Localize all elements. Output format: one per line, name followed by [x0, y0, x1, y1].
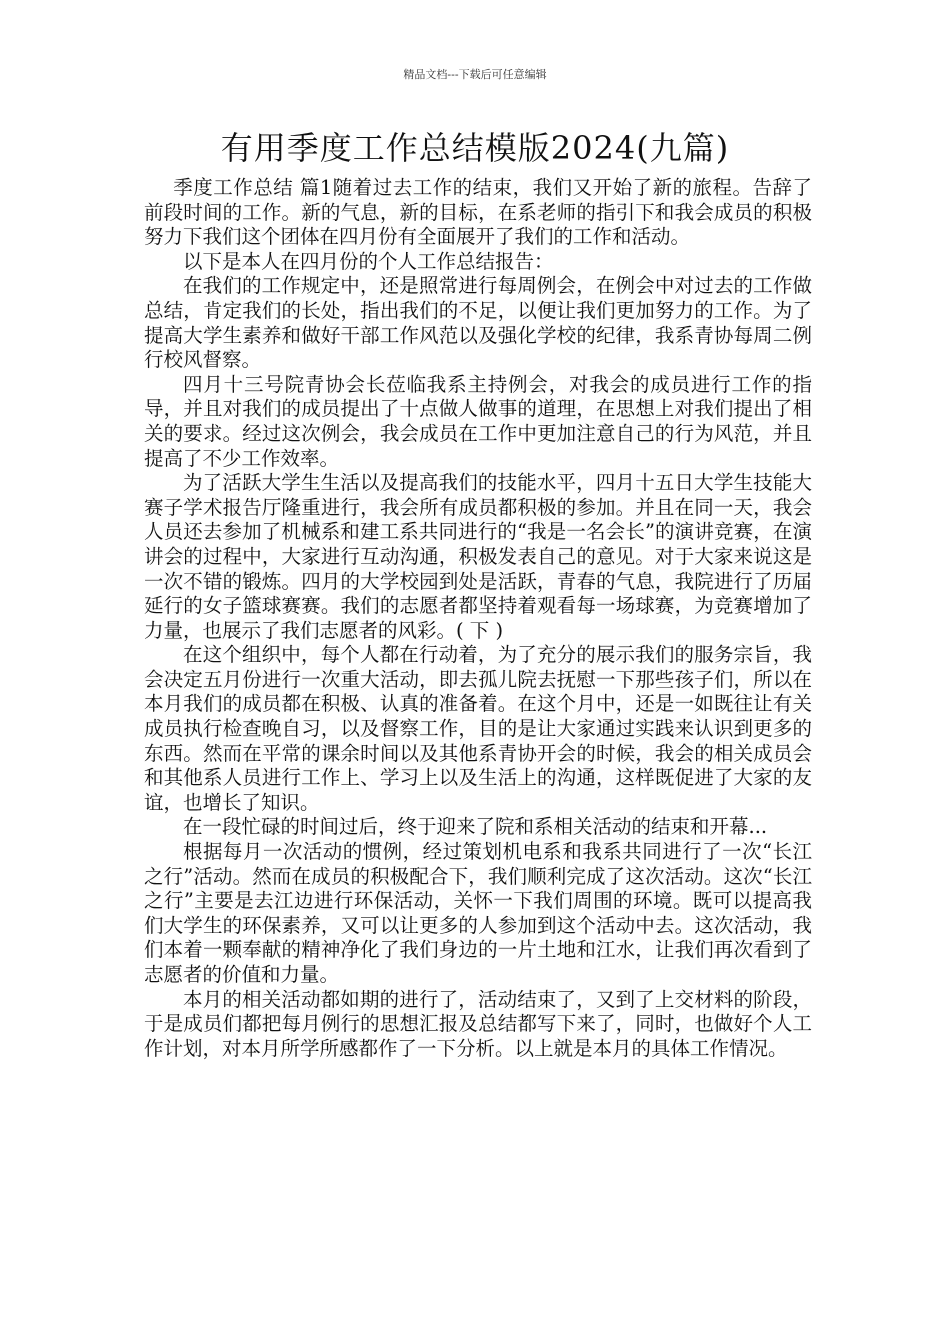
paragraph-9: 本月的相关活动都如期的进行了，活动结束了，又到了上交材料的阶段，于是成员们都把每月例行的思想汇报及总结都写下来了，同时，也做好个人工作计划，对本月所学所感都作了一下分析。以上就是本月的具体工作情况。 — [144, 987, 812, 1060]
paragraph-2: 以下是本人在四月份的个人工作总结报告： — [183, 249, 554, 273]
paragraph-7: 在一段忙碌的时间过后，终于迎来了院和系相关活动的结束和开幕... — [183, 815, 768, 839]
document-body — [144, 176, 812, 1061]
paragraph-5: 为了活跃大学生生活以及提高我们的技能水平，四月十五日大学生技能大赛子学术报告厅隆重进行，我会所有成员都积极的参加。并且在同一天，我会人员还去参加了机械系和建工系共同进行的“我是一名会长”的演讲竞赛，在演讲会的过程中，大家进行互动沟通，积极发表自己的意见。对于大家来说这是一次不错的锻炼。四月的大学校园到处是活跃，青春的气息，我院进行了历届延行的女子篮球赛赛。我们的志愿者都坚持着观看每一场球赛，为竞赛增加了力量，也展示了我们志愿者的风彩。( 下 ) — [144, 471, 812, 642]
paragraph-3: 在我们的工作规定中，还是照常进行每周例会，在例会中对过去的工作做总结，肯定我们的长处，指出我们的不足，以便让我们更加努力的工作。为了提高大学生素养和做好干部工作风范以及强化学校的纪律，我系青协每周二例行校风督察。 — [144, 274, 812, 372]
paragraph-8: 根据每月一次活动的惯例，经过策划机电系和我系共同进行了一次“长江之行”活动。然而在成员的积极配合下，我们顺利完成了这次活动。这次“长江之行”主要是去江边进行环保活动，关怀一下我们周围的环境。既可以提高我们大学生的环保素养，又可以让更多的人参加到这个活动中去。这次活动，我们本着一颗奉献的精神净化了我们身边的一片土地和江水，让我们再次看到了志愿者的价值和力量。 — [144, 840, 812, 986]
paragraph-1: 季度工作总结 篇1随着过去工作的结束，我们又开始了新的旅程。告辞了前段时间的工作。新的气息，新的目标，在系老师的指引下和我会成员的积极努力下我们这个团体在四月份有全面展开了我们的工作和活动。 — [144, 176, 812, 249]
header-note: 精品文档---下载后可任意编辑 — [403, 68, 547, 81]
paragraph-6: 在这个组织中，每个人都在行动着，为了充分的展示我们的服务宗旨，我会决定五月份进行一次重大活动，即去孤儿院去抚慰一下那些孩子们，所以在本月我们的成员都在积极、认真的准备着。在这个月中，还是一如既往让有关成员执行检查晚自习，以及督察工作，目的是让大家通过实践来认识到更多的东西。然而在平常的课余时间以及其他系青协开会的时候，我会的相关成员会和其他系人员进行工作上、学习上以及生活上的沟通，这样既促进了大家的友谊，也增长了知识。 — [144, 643, 812, 814]
document-title: 有用季度工作总结模版2024(九篇) — [220, 129, 730, 167]
paragraph-4: 四月十三号院青协会长莅临我系主持例会，对我会的成员进行工作的指导，并且对我们的成员提出了十点做人做事的道理，在思想上对我们提出了相关的要求。经过这次例会，我会成员在工作中更加注意自己的行为风范，并且提高了不少工作效率。 — [144, 372, 812, 470]
